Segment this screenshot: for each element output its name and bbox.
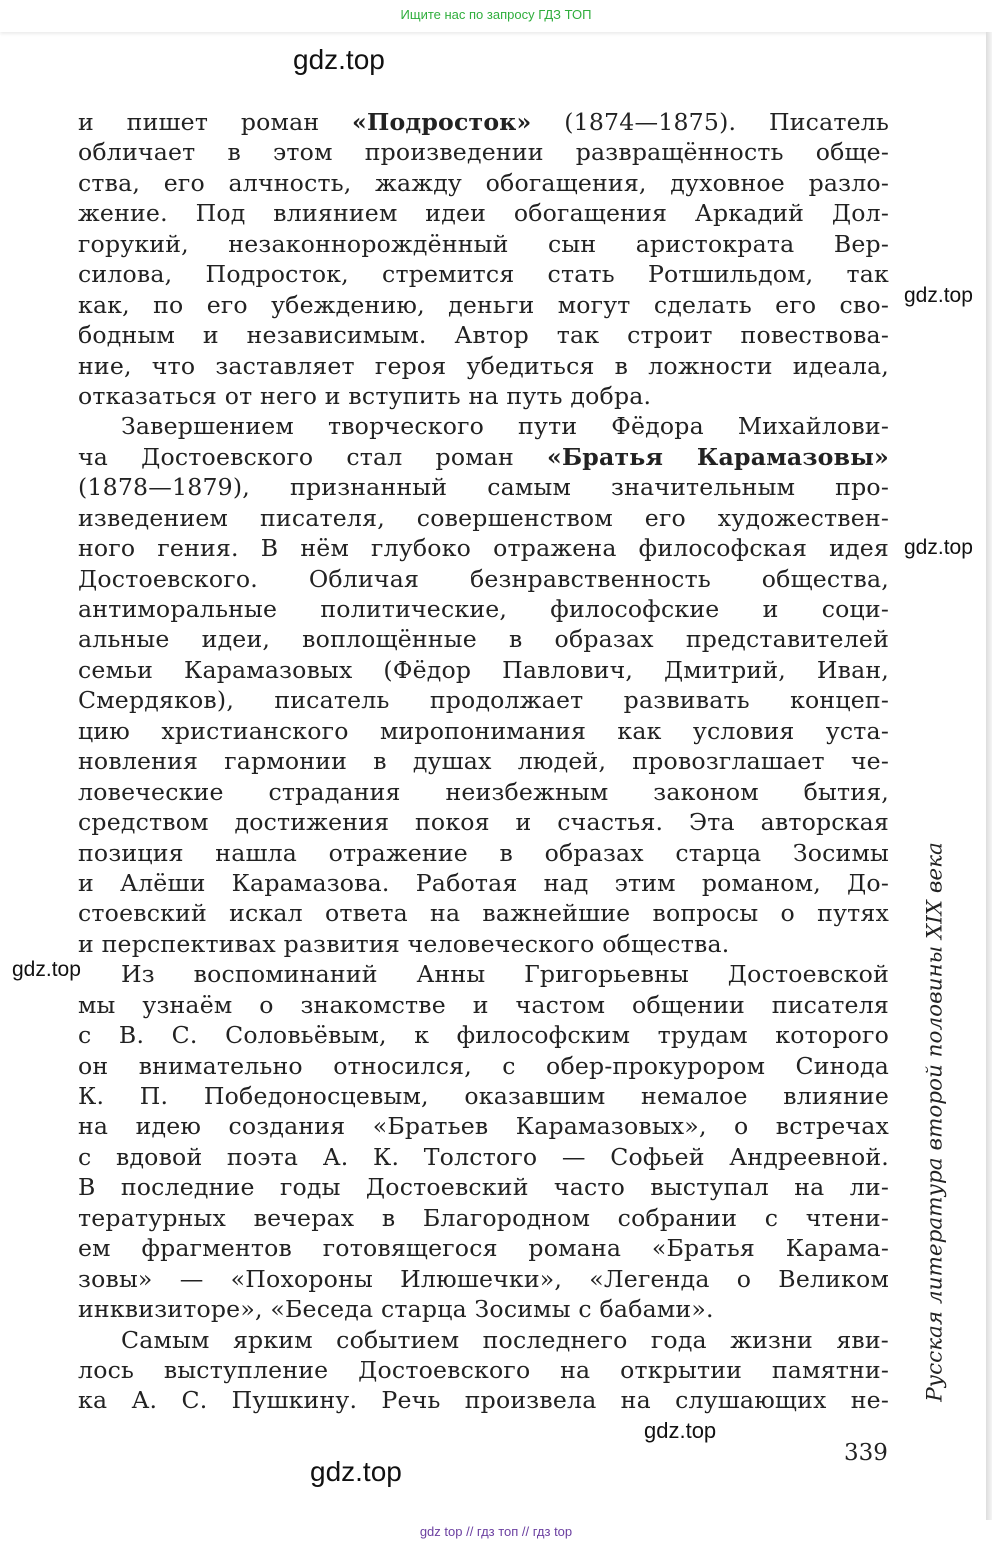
- text-line: изведением писателя, совершенством его художествен-: [78, 503, 889, 532]
- paragraph-start-line: Завершением творческого пути Фёдора Михайлови-: [121, 412, 889, 441]
- text-line: и пишет роман «Подросток» (1874—1875). Писатель: [78, 108, 889, 136]
- text-line: и Алёши Карамазова. Работая над этим романом, До-: [78, 868, 889, 897]
- text-line: ние, что заставляет героя убедиться в ложности идеала,: [78, 351, 889, 380]
- novel-title: «Братья Карамазовы»: [547, 442, 890, 471]
- text-line: ем фрагментов готовящегося романа «Братья Карама-: [78, 1234, 889, 1263]
- text-line: антиморальные политические, философские и соци-: [78, 595, 889, 623]
- text-line: на идею создания «Братьев Карамазовых», о встречах: [78, 1112, 889, 1141]
- paragraph-start-line: Из воспоминаний Анны Григорьевны Достоевской: [121, 960, 889, 989]
- book-page-text: [78, 107, 889, 1416]
- text-line: бодным и независимым. Автор так строит повествова-: [78, 321, 889, 350]
- footer-links[interactable]: gdz top // гдз топ // гдз top: [419, 1524, 573, 1539]
- text-line: с вдовой поэта А. К. Толстого — Софьей Андреевной.: [78, 1142, 889, 1171]
- text-line: зовы» — «Похороны Илюшечки», «Легенда о Великом: [78, 1264, 889, 1293]
- text-line: тературных вечерах в Благородном собрании с чтени-: [78, 1203, 889, 1232]
- text-line: ловеческие страдания неизбежным законом бытия,: [78, 777, 889, 806]
- text-line: В последние годы Достоевский часто выступал на ли-: [78, 1173, 889, 1202]
- watermark: gdz.top: [644, 1418, 717, 1443]
- text-line: инквизиторе», «Беседа старца Зосимы с бабами».: [78, 1295, 714, 1324]
- text-line: с В. С. Соловьёвым, к философским трудам которого: [78, 1021, 889, 1050]
- text-line: ного гения. В нём глубоко отражена философская идея: [78, 534, 889, 563]
- page-edge-shadow: [986, 32, 992, 1520]
- watermark: gdz.top: [310, 1456, 402, 1487]
- text-line: семьи Карамазовых (Фёдор Павлович, Дмитрий, Иван,: [78, 655, 889, 684]
- text-line: новления гармонии в душах людей, провозглашает че-: [78, 747, 889, 776]
- text-line: стоевский искал ответа на важнейшие вопросы о путях: [78, 899, 889, 928]
- watermark: gdz.top: [12, 958, 81, 981]
- text-line: позиция нашла отражение в образах старца Зосимы: [78, 838, 889, 867]
- text-line: мы узнаём о знакомстве и частом общении писателя: [78, 990, 889, 1019]
- watermark: gdz.top: [904, 284, 973, 307]
- paragraph-start-line: Самым ярким событием последнего года жизни яви-: [121, 1325, 889, 1354]
- watermark: gdz.top: [293, 44, 385, 75]
- watermark: gdz.top: [904, 536, 973, 559]
- page-number: 339: [844, 1440, 888, 1466]
- search-hint-banner: Ищите нас по запросу ГДЗ ТОП: [0, 0, 992, 32]
- text-line: силова, Подросток, стремится стать Ротшильдом, так: [78, 260, 889, 289]
- text-line: Достоевского. Обличая безнравственность общества,: [78, 564, 889, 593]
- running-header-vertical: Русская литература второй половины XIX века: [922, 842, 948, 1402]
- text-line: обличает в этом произведении развращённость обще-: [78, 138, 889, 167]
- text-line: К. П. Победоносцевым, оказавшим немалое влияние: [78, 1082, 889, 1110]
- text-line: горукий, незаконнорождённый сын аристократа Вер-: [78, 229, 889, 258]
- text-line: лось выступление Достоевского на открытии памятни-: [78, 1355, 889, 1384]
- text-line: средством достижения покоя и счастья. Эта авторская: [78, 808, 889, 837]
- text-line: он внимательно относился, с обер-прокурором Синода: [78, 1051, 889, 1080]
- text-line: альные идеи, воплощённые в образах представителей: [78, 625, 889, 654]
- text-line: ства, его алчность, жажду обогащения, духовное разло-: [78, 168, 889, 197]
- text-line: ка А. С. Пушкину. Речь произвела на слушающих не-: [78, 1386, 889, 1415]
- text-line: ча Достоевского стал роман «Братья Карамазовы»: [78, 442, 890, 471]
- text-line: жение. Под влиянием идеи обогащения Аркадий Дол-: [78, 199, 889, 228]
- novel-title: «Подросток»: [352, 108, 532, 136]
- text-line: и перспективах развития человеческого общества.: [78, 929, 730, 958]
- text-line: (1878—1879), признанный самым значительным про-: [78, 473, 889, 502]
- text-line: Смердяков), писатель продолжает развивать концеп-: [78, 686, 889, 715]
- text-line: как, по его убеждению, деньги могут сделать его сво-: [78, 290, 889, 319]
- text-line: отказаться от него и вступить на путь добра.: [78, 381, 652, 410]
- text-line: цию христианского миропонимания как условия уста-: [78, 716, 889, 745]
